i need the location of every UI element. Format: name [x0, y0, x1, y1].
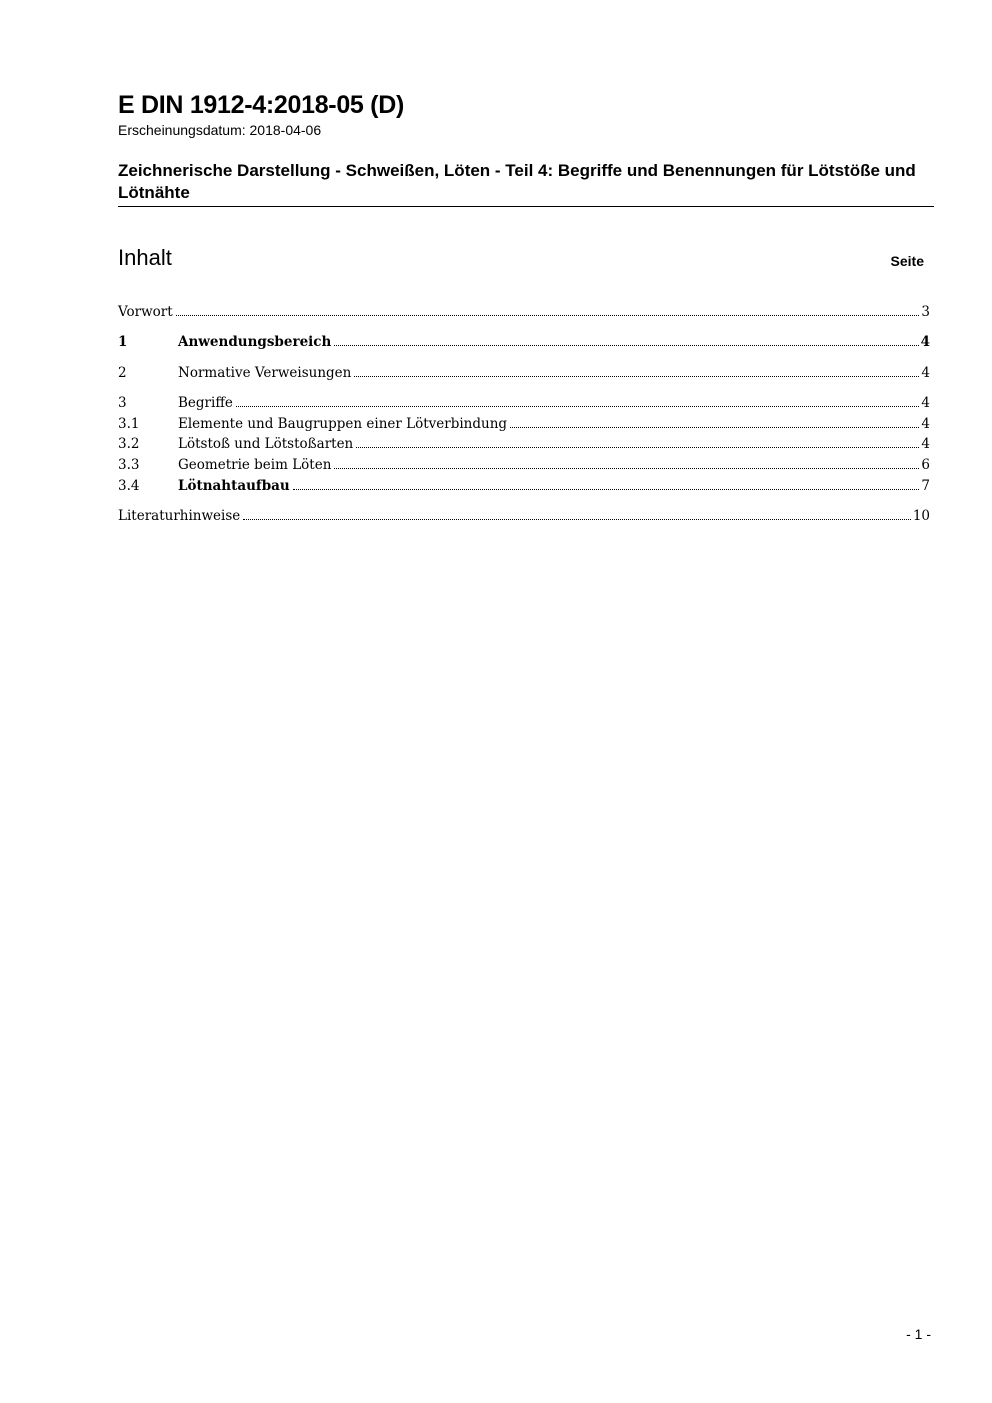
toc-entry-page: 4	[921, 365, 930, 381]
toc-leader-dots	[243, 519, 911, 520]
toc-entry-label: Normative Verweisungen	[178, 365, 352, 381]
toc-entry-page: 4	[921, 395, 930, 411]
toc-leader-dots	[356, 447, 919, 448]
toc-entry-label: Geometrie beim Löten	[178, 457, 332, 473]
publication-date: Erscheinungsdatum: 2018-04-06	[118, 122, 322, 138]
toc-leader-dots	[293, 489, 920, 490]
toc-entry-number: 3.3	[118, 457, 140, 473]
toc-entry-label: Literaturhinweise	[118, 508, 241, 524]
toc-entry-page: 4	[920, 334, 930, 350]
toc-leader-dots	[354, 376, 919, 377]
toc-entry-page: 3	[921, 304, 930, 320]
toc-entry-number: 3.1	[118, 416, 140, 432]
toc-entry-label: Anwendungsbereich	[178, 334, 332, 350]
toc-entry-label: Elemente und Baugruppen einer Lötverbindung	[178, 416, 508, 432]
toc-entry-3-2[interactable]	[118, 434, 930, 454]
toc-entry-page: 10	[912, 508, 930, 524]
toc-entry-page: 4	[921, 436, 930, 452]
toc-leader-dots	[334, 468, 919, 469]
toc-entry-page: 4	[921, 416, 930, 432]
document-title: Zeichnerische Darstellung - Schweißen, Löten - Teil 4: Begriffe und Benennungen für Lötstöße und Lötnähte	[118, 161, 916, 202]
toc-entry-page: 6	[921, 457, 930, 473]
toc-entry-label: Vorwort	[118, 304, 173, 320]
toc-page-column-label: Seite	[890, 253, 924, 269]
toc-entry-number: 3.4	[118, 478, 140, 494]
toc-entry-2[interactable]	[118, 363, 930, 383]
toc-entry-number: 1	[118, 334, 128, 350]
toc-entry-label: Lötstoß und Lötstoßarten	[178, 436, 354, 452]
toc-entry-3[interactable]	[118, 393, 930, 413]
toc-entry-label: Lötnahtaufbau	[178, 478, 290, 494]
toc-entry-3-4[interactable]	[118, 476, 930, 496]
document-id: E DIN 1912-4:2018-05 (D)	[118, 91, 404, 119]
toc-entry-3-3[interactable]	[118, 455, 930, 475]
toc-entry-1[interactable]	[118, 332, 930, 352]
title-divider	[118, 206, 934, 207]
page-number: - 1 -	[906, 1326, 931, 1342]
toc-entry-3-1[interactable]	[118, 414, 930, 434]
toc-entry-number: 3	[118, 395, 127, 411]
toc-entry-literaturhinweise[interactable]	[118, 506, 930, 526]
toc-heading: Inhalt	[118, 245, 172, 270]
toc-entry-number: 3.2	[118, 436, 140, 452]
toc-leader-dots	[510, 427, 919, 428]
toc-entry-vorwort[interactable]	[118, 302, 930, 322]
toc-leader-dots	[176, 315, 920, 316]
toc-entry-number: 2	[118, 365, 127, 381]
toc-leader-dots	[236, 406, 920, 407]
toc-entry-label: Begriffe	[178, 395, 233, 411]
toc-entry-page: 7	[921, 478, 930, 494]
toc-leader-dots	[334, 345, 918, 346]
